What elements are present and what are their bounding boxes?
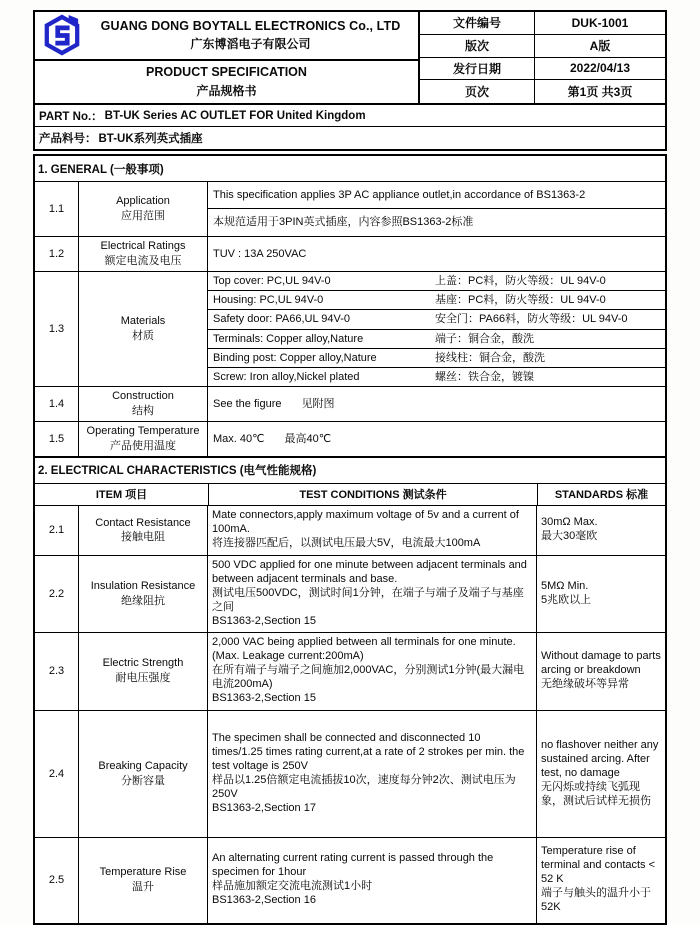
standards-cell [537,633,665,710]
table-row-2-5 [35,838,665,923]
standard-line: 端子与触头的温升小于52K [541,887,651,914]
row-number: 2.1 [35,506,79,555]
item-name-cell [79,422,208,456]
row-number: 1.1 [35,182,79,236]
part-number-block [33,105,667,151]
standard-line: no flashover neither any sustained arcing. After test, no damage [541,738,659,779]
item-name-cell [79,838,208,923]
item-name-cn: 结构 [132,405,154,418]
item-name-en: Application [116,195,170,208]
material-line [208,272,665,291]
section2-title: 2. ELECTRICAL CHARACTERISTICS (电气性能规格) [35,457,665,484]
item-name-cell [79,272,208,387]
material-en: Terminals: Copper alloy,Nature [213,332,364,345]
item-name-cn: 接触电阻 [121,531,165,544]
test-line: 2,000 VAC being applied between all terminals for one minute. [212,636,516,649]
table-row-1-2 [35,237,665,272]
meta-value-revision: A版 [589,39,611,54]
column-header-item: ITEM 项目 [35,484,209,505]
test-line: BS1363-2,Section 15 [212,692,316,705]
row-number: 2.5 [35,838,79,923]
item-detail-cell [208,422,665,456]
table-row-2-1 [35,506,665,556]
item-name-cell [79,237,208,271]
material-line [208,368,665,386]
test-conditions-cell [208,506,537,555]
material-no-value: BT-UK系列英式插座 [98,133,203,145]
detail-cn: 见附图 [301,398,335,411]
specification-table [33,154,667,925]
table-row-1-1 [35,182,665,237]
material-en: Safety door: PA66,UL 94V-0 [213,313,350,326]
material-line [208,330,665,349]
test-conditions-cell [208,556,537,632]
material-line [208,291,665,310]
detail-line-en: This specification applies 3P AC appliance outlet,in accordance of BS1363-2 [208,182,665,209]
materials-list [208,272,665,387]
material-en: Screw: Iron alloy,Nickel plated [213,371,360,384]
material-en: Binding post: Copper alloy,Nature [213,351,377,364]
material-en: Housing: PC,UL 94V-0 [213,293,324,306]
table-row-2-2 [35,556,665,633]
material-cn: 基座：PC料，防火等级：UL 94V-0 [435,293,606,306]
part-no-label: PART No.： [39,110,103,123]
column-header-standards: STANDARDS 标准 [554,489,649,502]
detail-line-cn: 本规范适用于3PIN英式插座，内容参照BS1363-2标准 [213,216,474,229]
detail-en: Max. 40℃ [213,432,265,445]
row-number: 2.2 [35,556,79,632]
material-cn: 接线柱：铜合金，酸洗 [435,351,545,364]
table-row-2-3 [35,633,665,711]
test-line: 测试电压500VDC，测试时间1分钟，在端子与端子及端子与基座之间 [212,586,524,613]
section2-header-row [35,484,665,506]
test-conditions-cell [208,838,537,923]
material-cn: 端子：铜合金，酸洗 [435,332,534,345]
material-line [208,310,665,329]
test-line: BS1363-2,Section 15 [212,614,316,627]
item-name-cn: 温升 [132,881,154,894]
meta-label: 文件编号 [420,12,535,34]
material-cn: 上盖：PC料，防火等级：UL 94V-0 [435,274,606,287]
doc-title-cn: 产品规格书 [196,83,257,98]
item-name-en: Operating Temperature [86,425,200,438]
meta-value-issue-date: 2022/04/13 [569,61,631,76]
row-number: 1.4 [35,387,79,421]
company-block [35,12,418,61]
item-name-cn: 分断容量 [121,774,165,787]
company-names [89,19,412,52]
part-no-row [35,105,665,127]
doc-title-block [35,61,418,104]
test-line: The specimen shall be connected and disconnected 10 times/1.25 times rating current,at a rate of 2 strokes per min. the test voltage is 250V [212,731,525,772]
column-header-test-conditions: TEST CONDITIONS 测试条件 [209,484,538,505]
section1-title: 1. GENERAL (一般事项) [35,156,665,182]
item-name-en: Materials [120,315,166,328]
standard-line: 最大30毫欧 [541,530,598,543]
test-line: 将连接器匹配后，以测试电压最大5V，电流最大100mA [212,537,481,550]
item-name-cell [79,506,208,555]
standards-cell [537,838,665,923]
test-line: BS1363-2,Section 17 [212,801,316,814]
item-detail-cell: TUV : 13A 250VAC [213,247,307,260]
item-name-en: Contact Resistance [95,516,191,529]
test-line: BS1363-2,Section 16 [212,894,316,907]
item-name-cn: 耐电压强度 [115,672,171,685]
table-row-2-4 [35,711,665,838]
row-number: 1.3 [35,272,79,387]
material-no-label: 产品料号： [39,133,97,145]
test-line: (Max. Leakage current:200mA) [212,650,364,663]
detail-en: See the figure [213,398,282,411]
table-row-1-3 [35,272,665,388]
item-detail-cell [208,182,665,236]
header-left-panel [35,12,420,103]
item-name-cell [79,387,208,421]
meta-row-revision [420,35,665,58]
item-name-en: Electric Strength [102,657,184,670]
test-conditions-cell [208,711,537,837]
spec-document-page [33,10,667,925]
item-name-en: Construction [112,390,174,403]
meta-row-issue-date [420,58,665,81]
item-name-cn: 产品使用温度 [110,440,176,452]
meta-label: 页次 [420,80,535,103]
test-line: Mate connectors,apply maximum voltage of 5v and a current of 100mA. [212,509,519,536]
detail-cn: 最高40℃ [284,432,332,445]
company-logo-icon [43,14,81,56]
test-line: 500 VDC applied for one minute between adjacent terminals and between adjacent terminals and base. [212,558,527,585]
standard-line: 30mΩ Max. [541,516,598,529]
material-cn: 螺丝：铁合金，镀镍 [435,371,534,384]
standard-line: Temperature rise of terminal and contacts < 52 K [541,845,656,886]
item-name-en: Electrical Ratings [100,240,186,252]
row-number: 2.3 [35,633,79,710]
test-line: 在所有端子与端子之间施加2,000VAC，分别测试1分钟(最大漏电电流200mA) [212,664,525,691]
row-number: 2.4 [35,711,79,837]
row-number: 1.2 [35,237,79,271]
material-en: Top cover: PC,UL 94V-0 [213,274,331,287]
standard-line: 5兆欧以上 [541,593,592,606]
meta-value-page-number: 第1页 共3页 [567,85,633,100]
document-header [33,10,667,105]
standard-line: 无绝缘破坏等异常 [541,678,629,691]
part-no-value: BT-UK Series AC OUTLET FOR United Kingdom [104,109,366,122]
standard-line: Without damage to parts arcing or breakdown [541,650,661,677]
item-name-cn: 应用范围 [121,210,165,222]
item-name-en: Temperature Rise [99,866,187,879]
standards-cell [537,556,665,632]
item-name-cell [79,711,208,837]
material-line [208,349,665,368]
item-name-en: Insulation Resistance [90,579,196,592]
meta-label: 发行日期 [420,58,535,80]
company-name-cn: 广东博滔电子有限公司 [190,36,311,51]
meta-label: 版次 [420,35,535,57]
item-name-cell [79,633,208,710]
table-row-1-5 [35,422,665,457]
doc-meta-table [420,12,665,103]
meta-row-doc-number [420,12,665,35]
standard-line: 无闪烁或持续飞弧现象，测试后试样无损伤 [541,780,651,807]
table-row-1-4 [35,387,665,422]
standard-line: 5MΩ Min. [541,579,589,592]
standards-cell [537,711,665,837]
item-name-cn: 绝缘阻抗 [121,594,165,607]
test-line: 样品以1.25倍额定电流插拔10次，速度每分钟2次、测试电压为250V [212,773,516,800]
item-name-cell [79,182,208,236]
meta-row-page-number [420,80,665,103]
item-name-cell [79,556,208,632]
material-cn: 安全门：PA66料，防火等级：UL 94V-0 [435,313,628,326]
item-name-cn: 材质 [132,330,154,343]
item-detail-cell [208,387,665,421]
test-line: 样品施加额定交流电流测试1小时 [212,880,373,893]
doc-title-en: PRODUCT SPECIFICATION [146,64,307,79]
test-line: An alternating current rating current is passed through the specimen for 1hour [212,852,494,879]
item-name-cn: 额定电流及电压 [104,254,182,267]
company-name-en: GUANG DONG BOYTALL ELECTRONICS Co., LTD [100,18,401,33]
standards-cell [537,506,665,555]
row-number: 1.5 [35,422,79,456]
item-name-en: Breaking Capacity [98,759,188,772]
material-no-row [35,127,665,149]
meta-value-doc-number: DUK-1001 [571,15,629,30]
test-conditions-cell [208,633,537,710]
